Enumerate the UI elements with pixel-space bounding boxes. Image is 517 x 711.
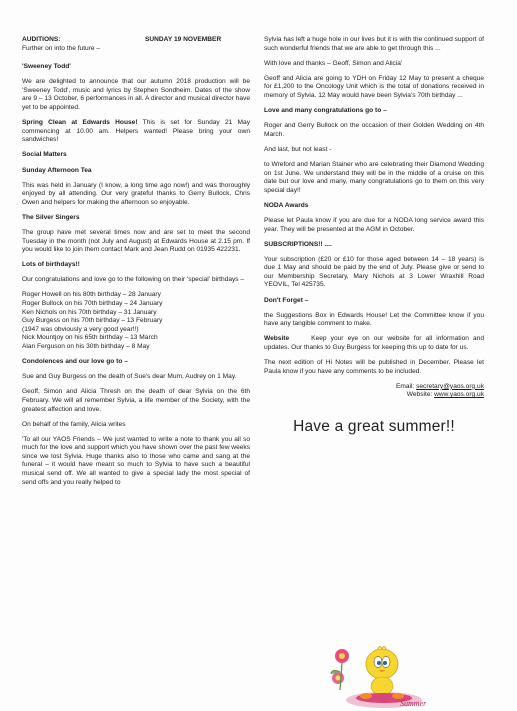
tea-heading: Sunday Afternoon Tea (22, 166, 92, 174)
list-item: Roger Howell on his 80th birthday – 28 January (22, 291, 161, 299)
website-link[interactable]: www.yaos.org.uk (434, 391, 484, 399)
birthday-list (22, 291, 250, 351)
ydh-paragraph: Geoff and Alicia are going to YDH on Friday 12 May to present a cheque for £1,200 to the Oncology Unit which is the total of donations received in memory of Sylvia. 12 May would have been Sylvia's 70th birthday ... (264, 74, 484, 99)
spring-clean-heading: Spring Clean at Edwards House! (22, 119, 138, 127)
spring-clean-paragraph (22, 119, 250, 145)
subscriptions-paragraph: Your subscription (£20 or £10 for those aged between 14 – 18 years) is due 1 May and should be paid by the end of July. Please give or send to our Membership Secretary, Mary Nichols at 3 Lower Wraxhill Road YEOVIL, Tel 425735. (264, 255, 484, 289)
birthdays-intro: Our congratulations and love go to the following on their 'special' birthdays – (22, 276, 245, 284)
list-item: Nick Mountjoy on his 65th birthday – 13 March (22, 334, 158, 342)
spring-clean-text: This is set for Sunday 21 May commencing at 10.00 am. Helpers wanted! Please bring your own sandwiches! (22, 119, 250, 144)
email-label: Email: (395, 382, 417, 390)
website-paragraph (264, 335, 484, 352)
condolences-heading: Condolences and our love go to – (22, 358, 128, 366)
birthdays-heading: Lots of birthdays!! (22, 261, 80, 269)
sweeney-heading: 'Sweeney Todd' (22, 63, 71, 71)
noda-paragraph: Please let Paula know if you are due for a NODA long service award this year. They will be presented at the AGM in October. (264, 216, 484, 233)
left-column (22, 36, 250, 494)
website-label: Website (264, 335, 290, 343)
right-column (264, 36, 484, 436)
golden-wedding-heading: Love and many congratulations go to – (264, 107, 387, 115)
website-line-label: Website: (406, 391, 435, 399)
sweeney-paragraph: We are delighted to announce that our autumn 2018 production will be 'Sweeney Todd', music and lyrics by Stephen Sondheim. Dates of the show are 9 – 13 October, 6 performances in all. A director and musical director have yet to be appointed. (22, 78, 250, 112)
date-heading: SUNDAY 19 NOVEMBER (145, 36, 222, 43)
next-edition-paragraph: The next edition of Hi Notes will be published in December. Please let Paula know if you have any comments to be included. (264, 359, 484, 375)
dont-forget-paragraph: the Suggestions Box in Edwards House! Let the Committee know if you have any tangible comment to make. (264, 311, 484, 328)
list-item: (1947 was obviously a very good year!!) (22, 325, 139, 333)
condolences-paragraph-2: Geoff, Simon and Alicia Thresh on the death of dear Sylvia on the 6th February. We will all remember Sylvia, a life member of the Society, with the greatest affection and love. (22, 388, 250, 413)
tweety-summer-illustration (326, 632, 426, 710)
auditions-heading: AUDITIONS: (22, 36, 61, 43)
condolences-paragraph-1: Sue and Guy Burgess on the death of Sue's dear Mum, Audrey on 1 May. (22, 373, 237, 381)
letter-continued: Sylvia has left a huge hole in our lives but it is with the continued support of such wonderful friends that we are able to get through this ... (264, 36, 484, 52)
cartoon-caption: Summer (400, 699, 426, 708)
summer-greeting: Have a great summer!! (293, 417, 455, 435)
website-text: Keep your eye on our website for all information and updates. Our thanks to Guy Burgess for keeping this up to date for us. (264, 335, 484, 351)
silver-singers-heading: The Silver Singers (22, 213, 80, 221)
last-not-least-text: And last, but not least - (264, 145, 332, 153)
diamond-wedding-paragraph: to Wreford and Marian Stainer who are celebrating their Diamond Wedding on 1st June. We understand they will be in the middle of a cruise on this date but our love and many, many congratulations go to them on this very special day!! (264, 160, 484, 194)
tea-paragraph: This was held in January (I know, a long time ago now!) and was thoroughly enjoyed by all attending. Our very grateful thanks to Gerry Bullock, Chris Owen and helpers for making the afternoon so enjoyable. (22, 181, 250, 206)
signoff-text: With love and thanks – Geoff, Simon and Alicia' (264, 59, 403, 67)
golden-wedding-paragraph: Roger and Gerry Bullock on the occasion of their Golden Wedding on 4th March. (264, 122, 484, 138)
auditions-text: Further on into the future – (22, 44, 101, 52)
behalf-text: On behalf of the family, Alicia writes (22, 420, 126, 428)
dont-forget-heading: Don't Forget – (264, 296, 309, 304)
list-item: Alan Ferguson on his 30th birthday – 8 May (22, 343, 150, 351)
subscriptions-heading: SUBSCRIPTIONS!! .... (264, 240, 332, 248)
list-item: Roger Bullock on his 70th birthday – 24 January (22, 300, 163, 308)
social-matters-heading: Social Matters (22, 151, 67, 159)
noda-heading: NODA Awards (264, 201, 309, 209)
list-item: Ken Nichols on his 70th birthday – 31 January (22, 308, 157, 316)
letter-paragraph: 'To all our YAOS Friends – We just wanted to write a note to thank you all so much for the love and support which you have shown over the past few weeks since we lost Sylvia. Huge thanks also to those who came and sang at the funeral – it would have meant so much to Sylvia to have such a beautiful musical send off. We all wanted to give a special lady the most special of send offs and you really helped to (22, 435, 250, 486)
list-item: Guy Burgess on his 70th birthday – 13 February (22, 317, 163, 325)
email-link[interactable]: secretary@yaos.org.uk (416, 382, 484, 390)
contact-block (264, 383, 484, 400)
silver-singers-paragraph: The group have met several times now and are set to meet the second Tuesday in the month (not July and August) at Edwards House at 2.15 pm. If you would like to join them contact Mark and Jean Rudd on 01935 422231. (22, 229, 250, 254)
